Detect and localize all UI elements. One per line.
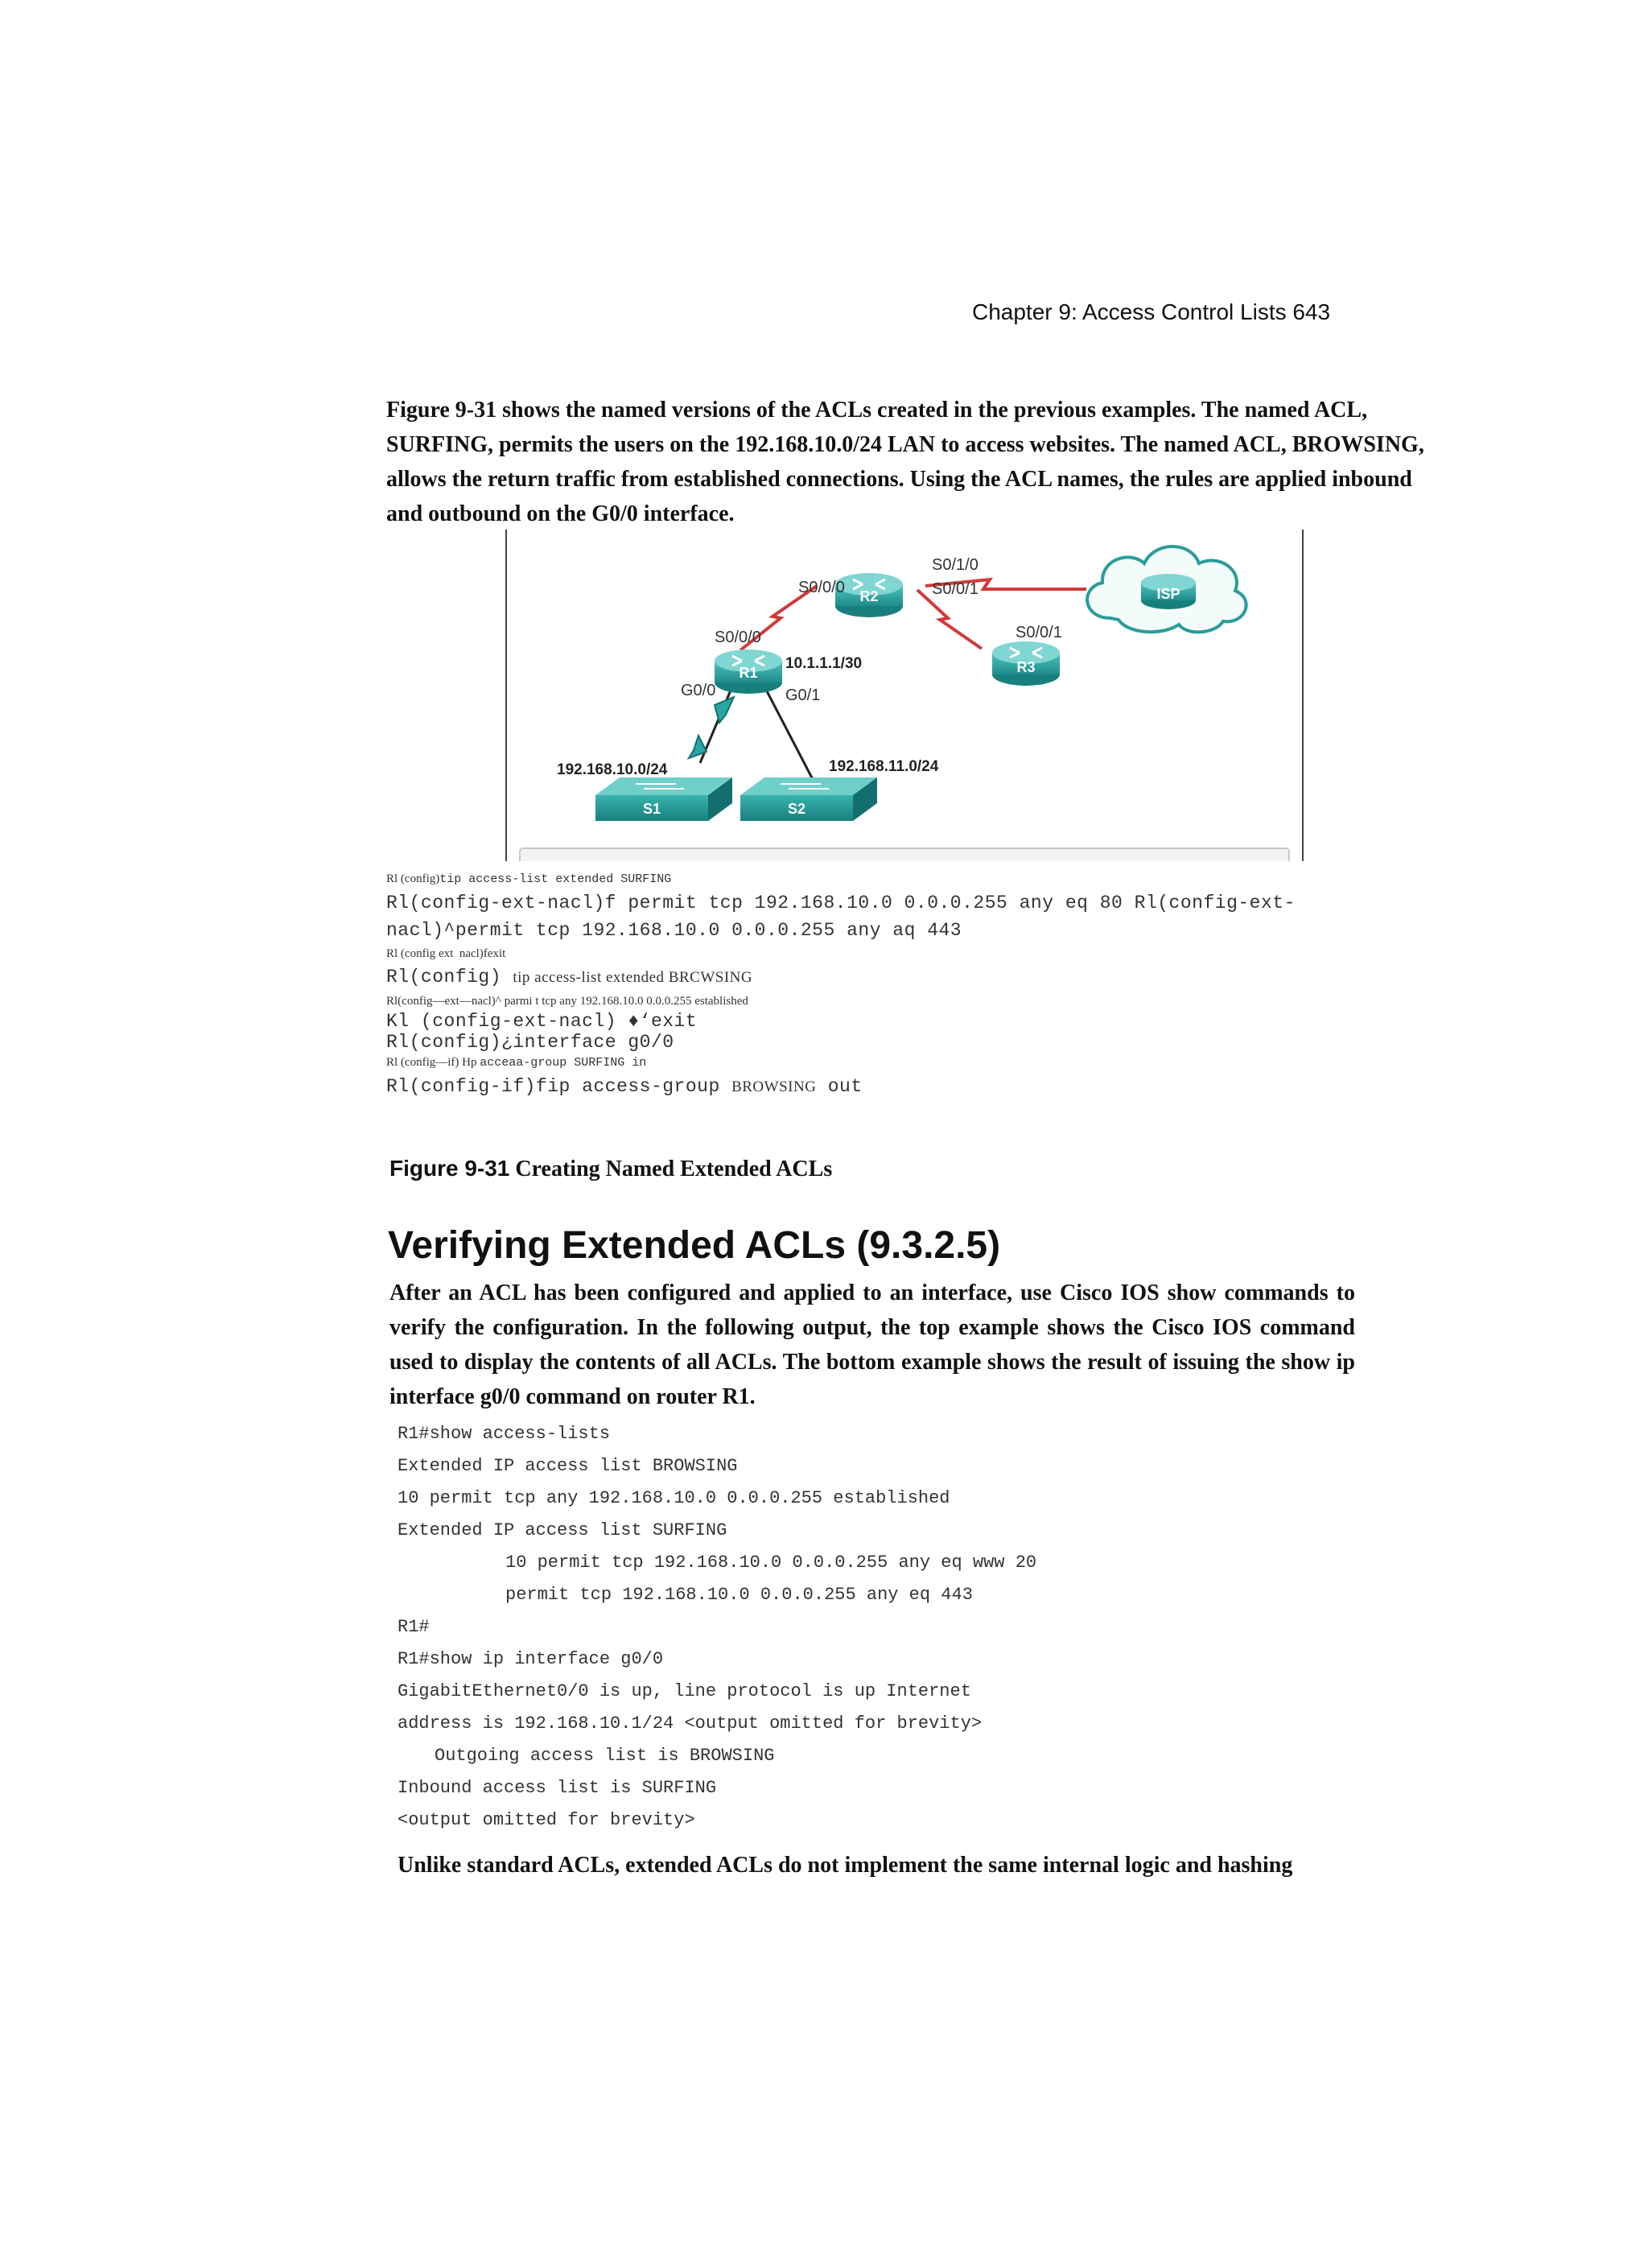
figure-caption-label: Figure 9-31 xyxy=(389,1156,510,1181)
label-lan1: 192.168.10.0/24 xyxy=(557,761,668,778)
label-r1-s000: S0/0/0 xyxy=(715,629,761,646)
switch-s2 xyxy=(740,777,877,821)
output-line: Inbound access list is SURFING xyxy=(398,1778,717,1798)
running-head: Chapter 9: Access Control Lists 643 xyxy=(972,299,1331,324)
output-line: R1# xyxy=(398,1617,430,1637)
figure-caption-text: Creating Named Extended ACLs xyxy=(515,1157,833,1181)
body-paragraph: After an ACL has been configured and applied to an interface, use Cisco IOS show commands to verify the configuration. In the following output, the top example shows the Cisco IOS command used to display the contents of all ACLs. The bottom example shows the result of issuing the show ip interface g0/0 command on router R1. xyxy=(389,1280,1355,1409)
router-r3 xyxy=(992,641,1060,686)
cli-line-2: Rl(config-ext-nacl)f permit tcp 192.168.10.0 0.0.0.255 any eq 80 Rl(config-ext-nacl)^permit tcp 192.168.10.0 0.0.0.255 any aq 443 xyxy=(386,893,1296,941)
serial-link-r2-r3 xyxy=(917,590,982,649)
acl-filter-icon xyxy=(689,697,734,758)
cli-line-1: Rl (config)tip access-list extended SURFING xyxy=(386,872,672,886)
window-frame-edge xyxy=(520,848,1289,861)
label-r2-s000: S0/0/0 xyxy=(798,579,845,596)
label-lan2: 192.168.11.0/24 xyxy=(829,758,939,775)
command-output xyxy=(398,1418,1444,1837)
isp-label: ISP xyxy=(1156,586,1180,602)
router-r1 xyxy=(715,649,782,694)
r3-label: R3 xyxy=(1016,659,1036,675)
output-line: Extended IP access list SURFING xyxy=(398,1520,727,1540)
router-r2 xyxy=(835,573,903,617)
cli-line-7: Rl(config)¿interface g0/0 xyxy=(386,1032,674,1053)
output-line: 10 permit tcp any 192.168.10.0 0.0.0.255 established xyxy=(398,1488,950,1508)
label-r2-s001: S0/0/1 xyxy=(932,580,978,598)
label-r1-g01: G0/1 xyxy=(785,687,821,704)
cli-line-9: Rl(config-if)fip access-group BROWSING out xyxy=(386,1076,863,1097)
label-r1-ip: 10.1.1.1/30 xyxy=(785,655,863,672)
output-line: Outgoing access list is BROWSING xyxy=(435,1746,775,1766)
s1-label: S1 xyxy=(642,801,661,817)
figure-caption xyxy=(389,1156,832,1182)
output-line: permit tcp 192.168.10.0 0.0.0.255 any eq 443 xyxy=(505,1585,973,1605)
output-line: <output omitted for brevity> xyxy=(398,1810,695,1830)
r1-label: R1 xyxy=(739,665,758,681)
r2-label: R2 xyxy=(859,588,879,604)
s2-label: S2 xyxy=(787,801,806,817)
intro-paragraph: Figure 9-31 shows the named versions of the ACLs created in the previous examples. The named ACL, SURFING, permits the users on the 192.168.10.0/24 LAN to access websites. The named ACL, BROWSING, allows the return traffic from established connections. Using the ACL names, the rules are applied inbound and outbound on the G0/0 interface. xyxy=(386,398,1424,526)
label-r3-s001: S0/0/1 xyxy=(1016,624,1062,641)
switch-s1 xyxy=(595,777,732,821)
output-line: R1#show access-lists xyxy=(398,1424,611,1444)
label-r1-g00: G0/0 xyxy=(681,682,716,699)
cli-line-4: Rl(config) tip access-list extended BRCWSING xyxy=(386,967,753,988)
cli-line-3: Rl (config ext nacl)fexit xyxy=(386,947,506,960)
output-line: 10 permit tcp 192.168.10.0 0.0.0.255 any eq www 20 xyxy=(505,1553,1037,1573)
closing-paragraph: Unlike standard ACLs, extended ACLs do not implement the same internal logic and hashing xyxy=(398,1853,1293,1878)
cli-line-6: Kl (config-ext-nacl) ♦‘exit xyxy=(386,1011,698,1032)
output-line: Extended IP access list BROWSING xyxy=(398,1456,738,1476)
label-r2-s010: S0/1/0 xyxy=(932,556,978,574)
cli-line-5: Rl(config—ext—nacl)^ parmi t tcp any 192.168.10.0 0.0.0.255 established xyxy=(386,995,748,1008)
output-line: GigabitEthernet0/0 is up, line protocol is up Internet xyxy=(398,1681,971,1701)
topology-diagram xyxy=(505,530,1304,861)
section-heading: Verifying Extended ACLs (9.3.2.5) xyxy=(388,1224,1001,1267)
output-line: R1#show ip interface g0/0 xyxy=(398,1649,664,1669)
cli-configuration xyxy=(386,869,1424,1101)
isp-cloud xyxy=(1087,546,1246,632)
cli-line-8: Rl (config—if) Hp acceaa-group SURFING in xyxy=(386,1056,647,1070)
output-line: address is 192.168.10.1/24 <output omitted for brevity> xyxy=(398,1713,983,1734)
